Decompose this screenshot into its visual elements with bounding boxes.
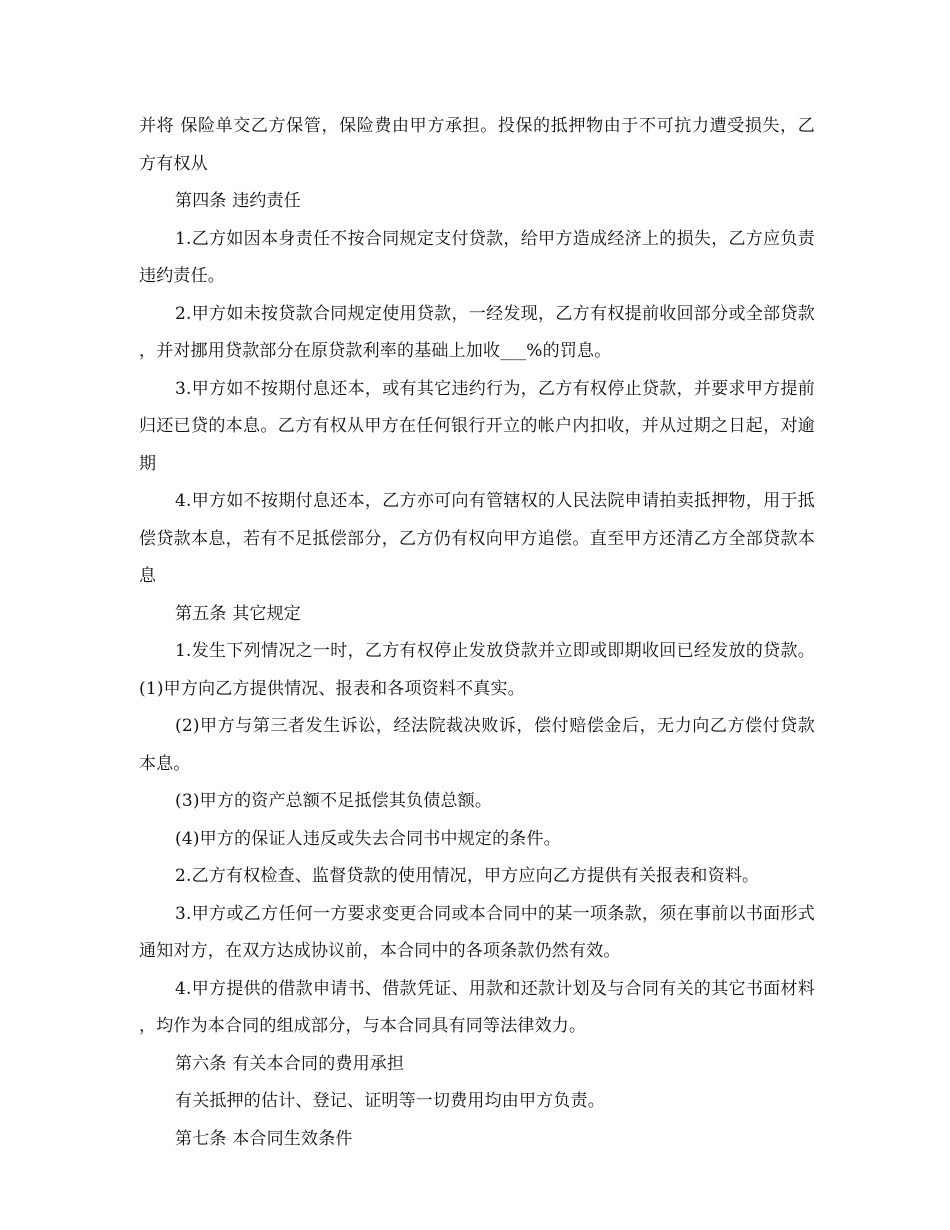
article-4-clause-1: 1.乙方如因本身责任不按合同规定支付贷款，给甲方造成经济上的损失，乙方应负责 违约责任。 [139, 228, 815, 286]
article-4-clause-3: 3.甲方如不按期付息还本，或有其它违约行为，乙方有权停止贷款，并要求甲方提前 归还已贷的本息。乙方有权从甲方在任何银行开立的帐户内扣收，并从过期之日起，对逾期 [139, 378, 815, 474]
article-5-item-4: (4)甲方的保证人违反或失去合同书中规定的条件。 [175, 828, 561, 849]
article-4-clause-2: 2.甲方如未按贷款合同规定使用贷款，一经发现，乙方有权提前收回部分或全部贷款 ，并对挪用贷款部分在原贷款利率的基础上加收___%的罚息。 [139, 303, 815, 361]
article-6-body: 有关抵押的估计、登记、证明等一切费用均由甲方负责。 [175, 1091, 605, 1111]
article-4-heading: 第四条 违约责任 [175, 191, 302, 211]
article-5-clause-2: 2.乙方有权检查、监督贷款的使用情况，甲方应向乙方提供有关报表和资料。 [175, 866, 760, 886]
article-5-clause-1: 1.发生下列情况之一时，乙方有权停止发放贷款并立即或即期收回已经发放的贷款。 (1)甲方向乙方提供情况、报表和各项资料不真实。 [139, 641, 815, 699]
article-5-clause-3: 3.甲方或乙方任何一方要求变更合同或本合同中的某一项条款，须在事前以书面形式 通知对方，在双方达成协议前，本合同中的各项条款仍然有效。 [139, 903, 815, 961]
article-7-heading: 第七条 本合同生效条件 [175, 1128, 353, 1149]
article-6-heading: 第六条 有关本合同的费用承担 [175, 1053, 405, 1074]
article-5-heading: 第五条 其它规定 [175, 603, 302, 624]
article-5-item-3: (3)甲方的资产总额不足抵偿其负债总额。 [175, 791, 493, 811]
document-body [139, 108, 815, 1158]
article-4-clause-4: 4.甲方如不按期付息还本，乙方亦可向有管辖权的人民法院申请拍卖抵押物，用于抵 偿贷款本息，若有不足抵偿部分，乙方仍有权向甲方追偿。直至甲方还清乙方全部贷款本息 [139, 491, 815, 586]
article-5-clause-4: 4.甲方提供的借款申请书、借款凭证、用款和还款计划及与合同有关的其它书面材料 ，均作为本合同的组成部分，与本合同具有同等法律效力。 [139, 978, 815, 1036]
article-5-item-2: (2)甲方与第三者发生诉讼，经法院裁决败诉，偿付赔偿金后，无力向乙方偿付贷款 本息。 [139, 716, 815, 774]
paragraph-insurance-continued: 并将 保险单交乙方保管，保险费由甲方承担。投保的抵押物由于不可抗力遭受损失，乙方有权从 [139, 116, 815, 174]
